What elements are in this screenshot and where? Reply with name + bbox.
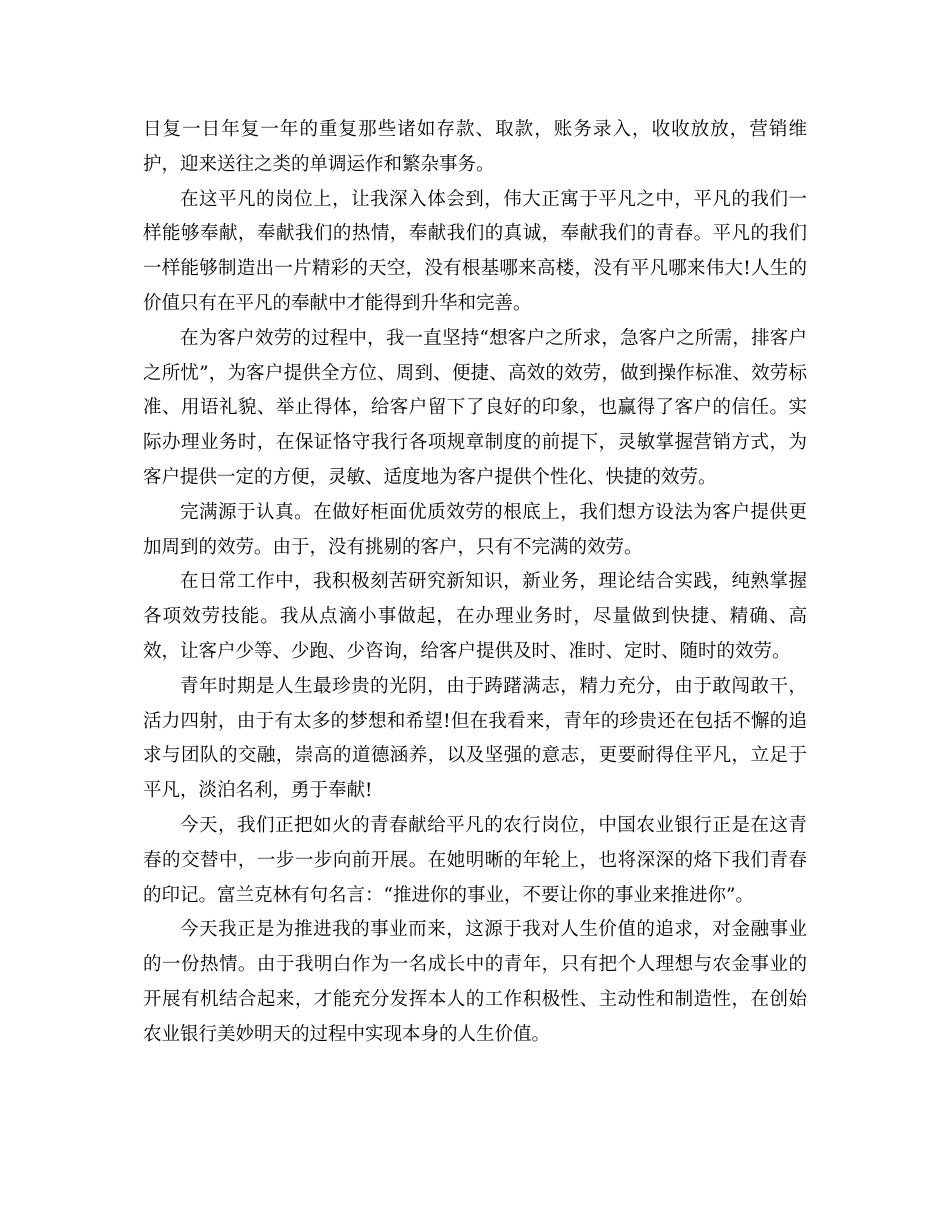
- paragraph-3: 在为客户效劳的过程中，我一直坚持“想客户之所求，急客户之所需，排客户之所忧”，为客户提供全方位、周到、便捷、高效的效劳，做到操作标准、效劳标准、用语礼貌、举止得体，给客户留下了良好的印象，也赢得了客户的信任。实际办理业务时，在保证恪守我行各项规章制度的前提下，灵敏掌握营销方式，为客户提供一定的方便，灵敏、适度地为客户提供个性化、快捷的效劳。: [143, 327, 807, 488]
- paragraph-7: 今天，我们正把如火的青春献给平凡的农行岗位，中国农业银行正是在这青春的交替中，一步一步向前开展。在她明晰的年轮上，也将深深的烙下我们青春的印记。富兰克林有句名言：“推进你的事业，不要让你的事业来推进你”。: [143, 814, 807, 906]
- paragraph-4: 完满源于认真。在做好柜面优质效劳的根底上，我们想方设法为客户提供更加周到的效劳。由于，没有挑剔的客户，只有不完满的效劳。: [143, 501, 807, 558]
- paragraph-1: 日复一日年复一年的重复那些诸如存款、取款，账务录入，收收放放，营销维护，迎来送往之类的单调运作和繁杂事务。: [143, 119, 807, 175]
- paragraph-8: 今天我正是为推进我的事业而来，这源于我对人生价值的追求，对金融事业的一份热情。由于我明白作为一名成长中的青年，只有把个人理想与农金事业的开展有机结合起来，才能充分发挥本人的工作积极性、主动性和制造性，在创始农业银行美妙明天的过程中实现本身的人生价值。: [143, 919, 807, 1045]
- paragraph-2: 在这平凡的岗位上，让我深入体会到，伟大正寓于平凡之中，平凡的我们一样能够奉献，奉献我们的热情，奉献我们的真诚，奉献我们的青春。平凡的我们一样能够制造出一片精彩的天空，没有根基哪来高楼，没有平凡哪来伟大!人生的价值只有在平凡的奉献中才能得到升华和完善。: [143, 188, 807, 314]
- document-page: [143, 113, 807, 1053]
- paragraph-6: 青年时期是人生最珍贵的光阴，由于踌躇满志，精力充分，由于敢闯敢干，活力四射，由于有太多的梦想和希望!但在我看来，青年的珍贵还在包括不懈的追求与团队的交融，崇高的道德涵养，以及坚强的意志，更要耐得住平凡，立足于平凡，淡泊名利，勇于奉献!: [143, 675, 807, 802]
- paragraph-5: 在日常工作中，我积极刻苦研究新知识，新业务，理论结合实践，纯熟掌握各项效劳技能。我从点滴小事做起，在办理业务时，尽量做到快捷、精确、高效，让客户少等、少跑、少咨询，给客户提供及时、准时、定时、随时的效劳。: [143, 571, 807, 662]
